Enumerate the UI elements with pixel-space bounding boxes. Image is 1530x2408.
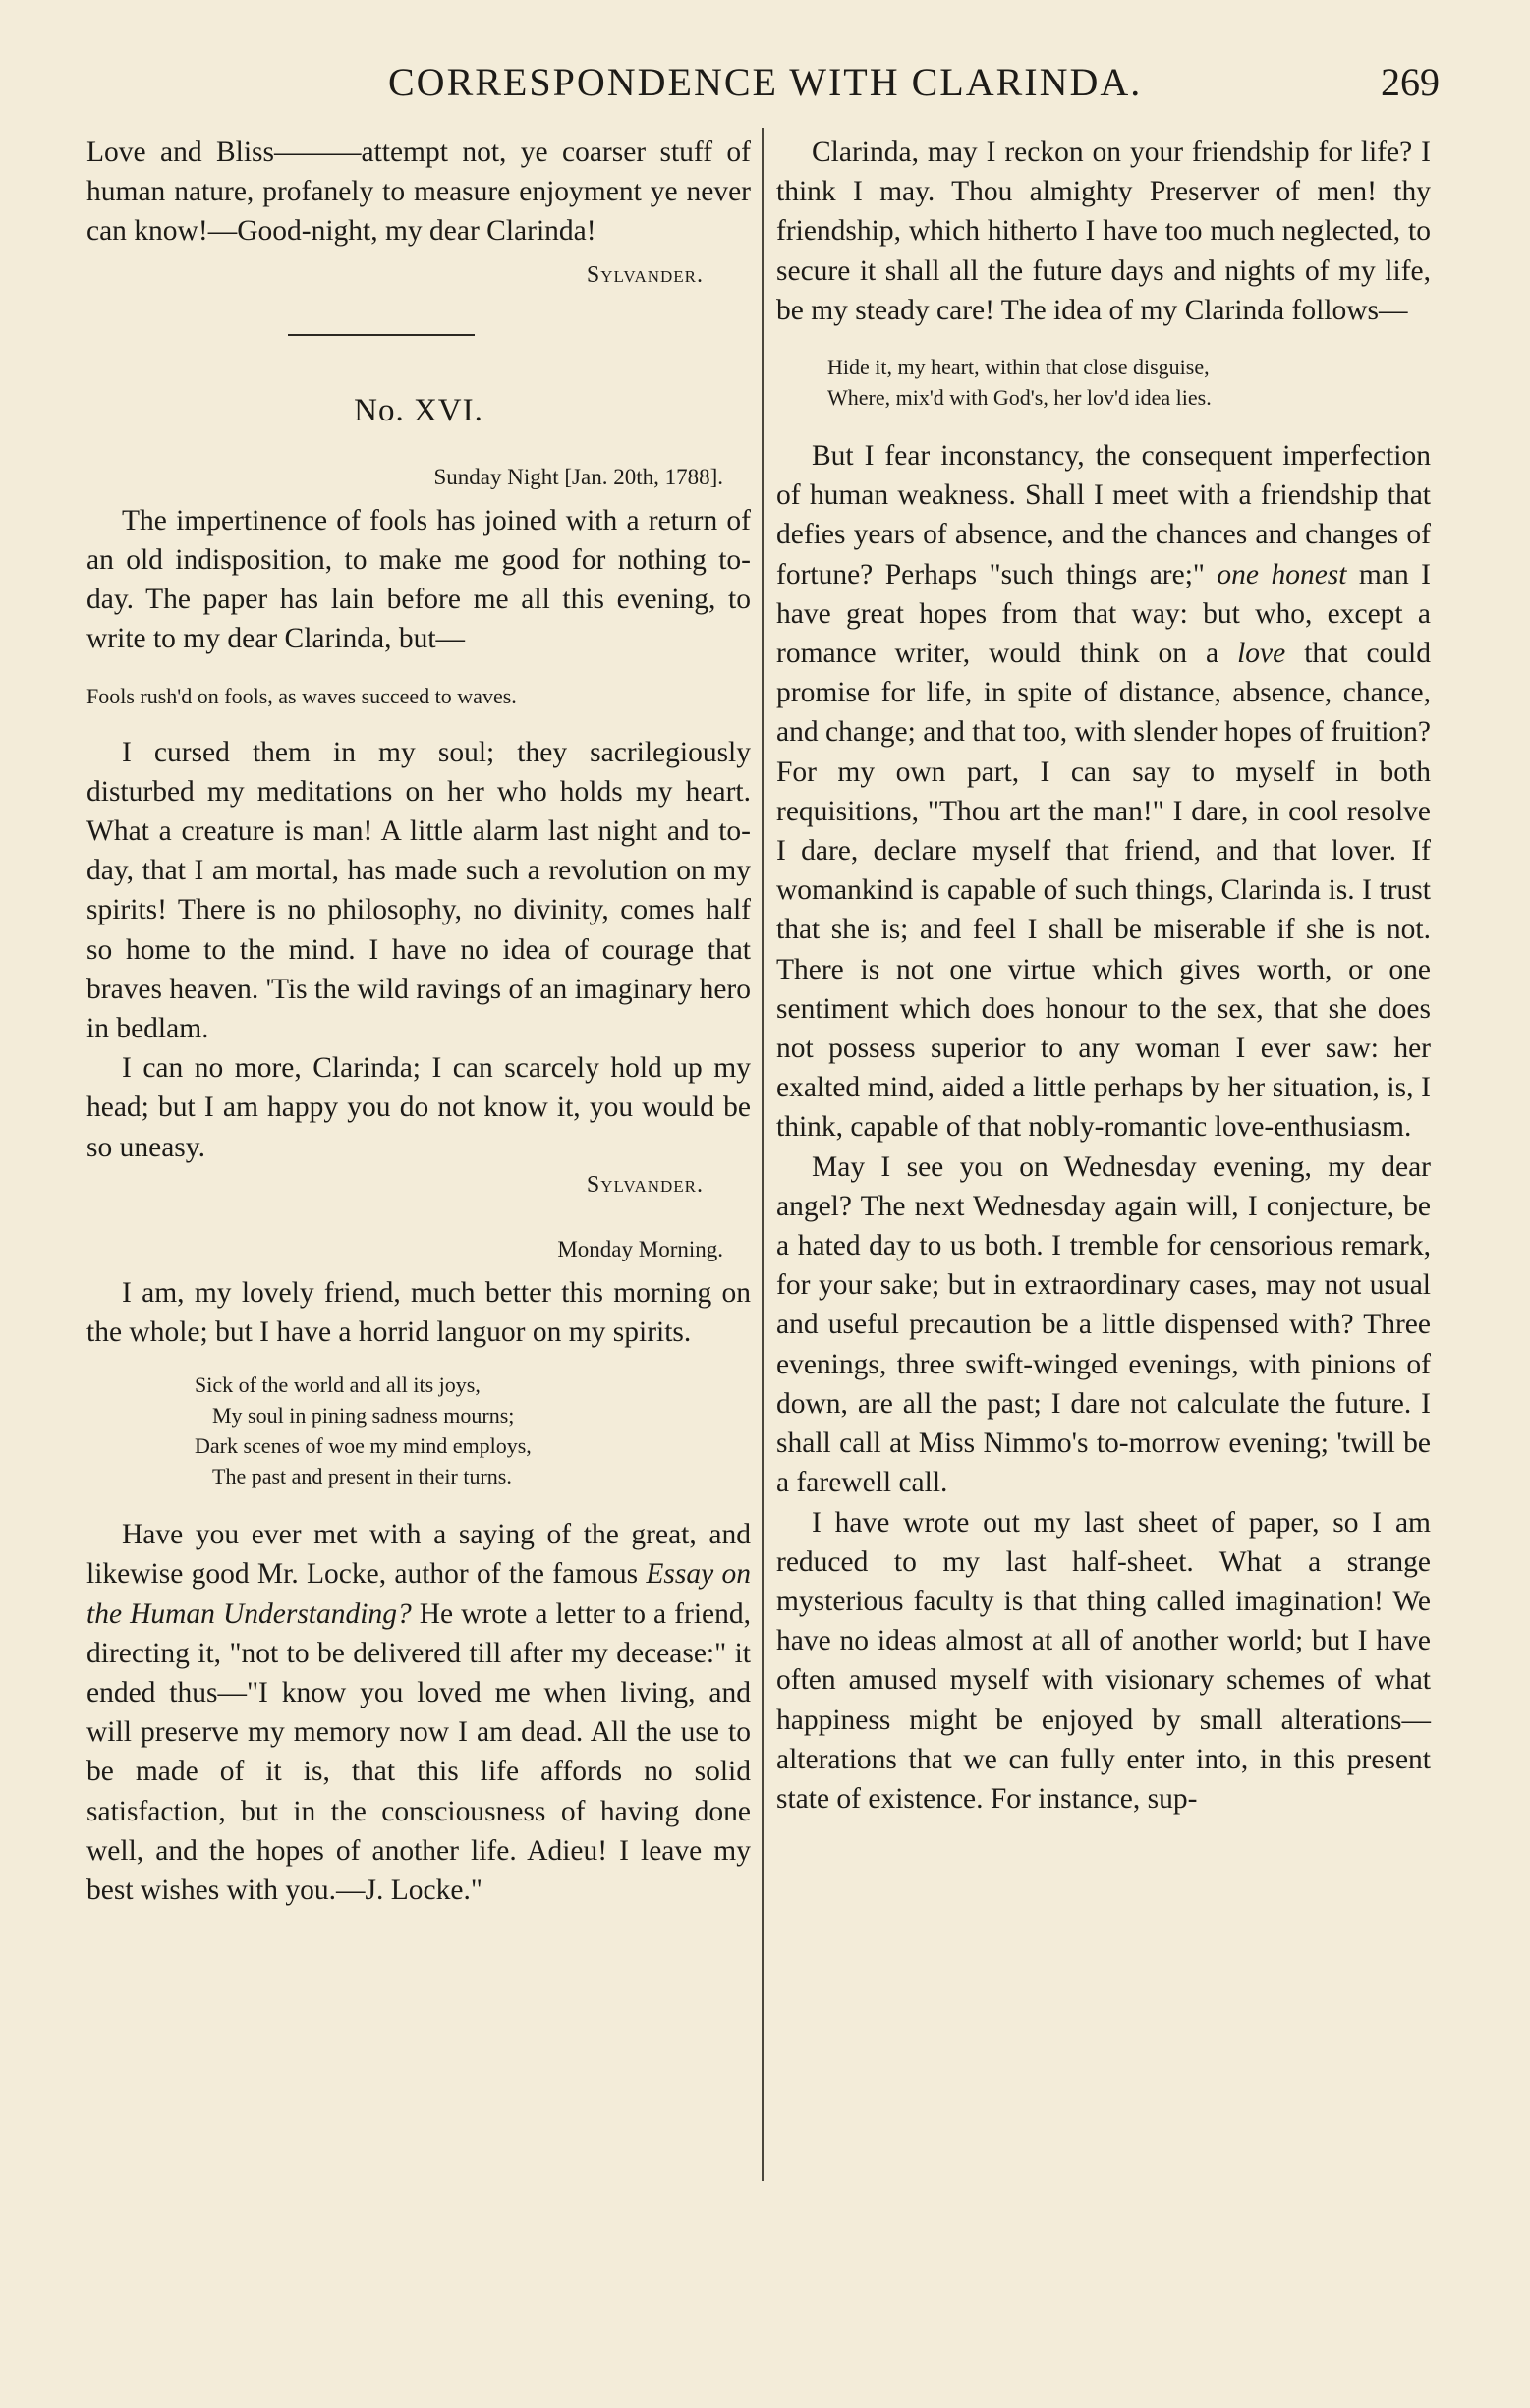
right-column bbox=[776, 133, 1431, 1819]
text-run: But I fear inconstancy, the consequent imperfection of human weakness. Shall I meet with a friendship that defies years of absence, and the chances and changes of fortune? Perhaps "such things are;" bbox=[776, 440, 1431, 590]
poem-line: The past and present in their turns. bbox=[212, 1464, 512, 1489]
text-run: that could promise for life, in spite of distance, absence, chance, and change; and that too, with slender hopes of fruition? For my own part, I can say to myself in both requisitions, "Thou art the man!" I dare, in cool resolve I dare, declare myself that friend, and that lover. If womankind is capable of such things, Clarinda is. I trust that she is; and feel I shall be miserable if she is not. There is not one virtue which gives worth, or one sentiment which does honour to the sex, that she does not possess superior to any woman I ever saw: her exalted mind, aided a little perhaps by her situation, is, I think, capable of that nobly-romantic love-enthusiasm. bbox=[776, 638, 1432, 1144]
quote-line: Where, mix'd with God's, her lov'd idea lies. bbox=[827, 385, 1212, 411]
page-number: 269 bbox=[1381, 60, 1440, 104]
text-run: Have you ever met with a saying of the great, and likewise good Mr. Locke, author of the famous bbox=[86, 1519, 751, 1591]
italic-title: Essay on the Human Understanding? bbox=[86, 1558, 751, 1630]
paragraph: I have wrote out my last sheet of paper, so I am reduced to my last half-sheet. What a strange mysterious faculty is that thing called imagination! We have no ideas almost at all of another world; but I have often amused myself with visionary schemes of what happiness might be enjoyed by small alterations—alterations that we can fully enter into, in this present state of existence. For instance, sup- bbox=[776, 1506, 1431, 1815]
running-title: CORRESPONDENCE WITH CLARINDA. bbox=[388, 60, 1143, 104]
letter-heading: No. XVI. bbox=[354, 392, 483, 428]
paragraph: I can no more, Clarinda; I can scarcely hold up my head; but I am happy you do not know it, you would be so uneasy. bbox=[86, 1052, 751, 1163]
poem-line: Sick of the world and all its joys, bbox=[195, 1372, 481, 1398]
poem-line: My soul in pining sadness mourns; bbox=[212, 1403, 515, 1428]
poem-line: Dark scenes of woe my mind employs, bbox=[195, 1433, 532, 1459]
paragraph-locke bbox=[86, 1515, 751, 1910]
running-header bbox=[388, 59, 1440, 118]
dateline: Monday Morning. bbox=[557, 1236, 723, 1261]
paragraph: May I see you on Wednesday evening, my dear angel? The next Wednesday again will, I conjecture, be a hated day to us both. I tremble for censorious remark, for your sake; but in extraordinary cases, may not usual and useful precaution be a little dispensed with? Three evenings, three swift-winged evenings, with pinions of down, are all the past; I dare not calculate the future. I shall call at Miss Nimmo's to-morrow evening; 'twill be a farewell call. bbox=[776, 1150, 1431, 1499]
paragraph: I cursed them in my soul; they sacrilegiously disturbed my meditations on her who holds my heart. What a creature is man! A little alarm last night and to-day, that I am mortal, has made such a revolution on my spirits! There is no philosophy, no divinity, comes half so home to the mind. I have no idea of courage that braves heaven. 'Tis the wild ravings of an imaginary hero in bedlam. bbox=[86, 736, 752, 1045]
left-column bbox=[86, 133, 751, 1910]
italic-text: love bbox=[1237, 638, 1286, 670]
dateline: Sunday Night [Jan. 20th, 1788]. bbox=[433, 464, 723, 489]
text-run: He wrote a letter to a friend, directing it, "not to be delivered till after my decease:" it ended thus—"I know you loved me when living, and will preserve my memory now I am dead. All the use to be made of it is, that this life affords no solid satisfaction, but in the consciousness of having done well, and the hopes of another life. Adieu! I leave my best wishes with you.—J. Locke." bbox=[86, 1597, 751, 1907]
signature: Sylvander. bbox=[586, 261, 704, 288]
paragraph-inconstancy bbox=[776, 436, 1431, 1148]
section-rule bbox=[288, 334, 475, 336]
column-divider bbox=[762, 128, 764, 2181]
quotation bbox=[776, 352, 1431, 413]
signature: Sylvander. bbox=[586, 1171, 704, 1198]
paragraph: I am, my lovely friend, much better this morning on the whole; but I have a horrid languor on my spirits. bbox=[86, 1276, 751, 1349]
italic-text: one honest bbox=[1217, 558, 1347, 590]
paragraph: The impertinence of fools has joined with a return of an old indisposition, to make me good for nothing to-day. The paper has lain before me all this evening, to write to my dear Clarinda, but— bbox=[86, 504, 751, 655]
quote-line: Hide it, my heart, within that close disguise, bbox=[827, 355, 1210, 380]
poem bbox=[86, 1370, 751, 1491]
quotation: Fools rush'd on fools, as waves succeed to waves. bbox=[86, 683, 517, 708]
paragraph: Love and Bliss———attempt not, ye coarser stuff of human nature, profanely to measure enjoyment ye never can know!—Good-night, my dear Clarinda! bbox=[86, 137, 751, 248]
text-run: man I have great hopes from that way: but who, except a romance writer, would think on a bbox=[776, 558, 1431, 670]
paragraph: Clarinda, may I reckon on your friendship for life? I think I may. Thou almighty Preserver of men! thy friendship, which hitherto I have too much neglected, to secure it shall all the future days and nights of my life, be my steady care! The idea of my Clarinda follows— bbox=[776, 137, 1431, 326]
